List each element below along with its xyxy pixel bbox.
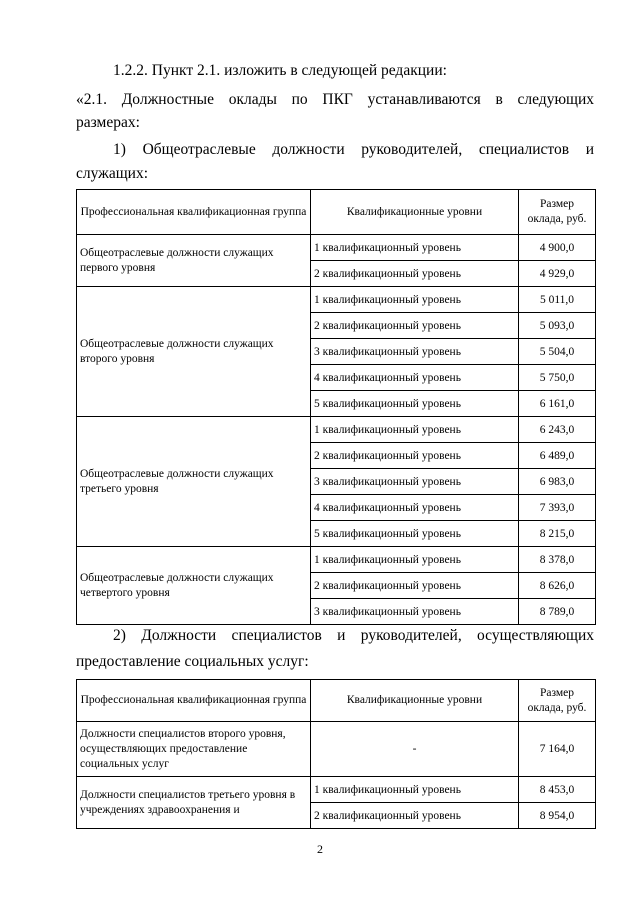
paragraph-item1-line2: служащих: xyxy=(76,165,149,182)
salary-cell: 5 504,0 xyxy=(519,339,596,365)
salary-cell: 8 954,0 xyxy=(519,803,596,829)
header-levels: Квалификационные уровни xyxy=(311,680,519,722)
group-name-cell: Общеотраслевые должности служащих третьего уровня xyxy=(77,417,311,547)
table-row xyxy=(77,287,596,313)
salary-cell: 8 378,0 xyxy=(519,547,596,573)
level-cell: - xyxy=(311,722,519,777)
salary-cell: 8 453,0 xyxy=(519,777,596,803)
level-cell: 1 квалификационный уровень xyxy=(311,777,519,803)
table-row xyxy=(77,235,596,261)
header-group: Профессиональная квалификационная группа xyxy=(77,680,311,722)
salary-cell: 4 929,0 xyxy=(519,261,596,287)
group-name-cell: Должности специалистов третьего уровня в учреждениях здравоохранения и xyxy=(77,777,311,829)
level-cell: 1 квалификационный уровень xyxy=(311,235,519,261)
header-levels: Квалификационные уровни xyxy=(311,190,519,235)
salary-cell: 7 164,0 xyxy=(519,722,596,777)
level-cell: 5 квалификационный уровень xyxy=(311,391,519,417)
salary-table-general xyxy=(76,189,596,625)
header-salary: Размер оклада, руб. xyxy=(519,190,596,235)
table-row xyxy=(77,417,596,443)
salary-table-social xyxy=(76,679,596,829)
group-name-cell: Общеотраслевые должности служащих первого уровня xyxy=(77,235,311,287)
salary-cell: 8 789,0 xyxy=(519,599,596,625)
level-cell: 1 квалификационный уровень xyxy=(311,547,519,573)
level-cell: 2 квалификационный уровень xyxy=(311,313,519,339)
salary-cell: 6 983,0 xyxy=(519,469,596,495)
table-row xyxy=(77,547,596,573)
salary-cell: 5 093,0 xyxy=(519,313,596,339)
level-cell: 5 квалификационный уровень xyxy=(311,521,519,547)
table-row xyxy=(77,722,596,777)
header-salary: Размер оклада, руб. xyxy=(519,680,596,722)
level-cell: 2 квалификационный уровень xyxy=(311,443,519,469)
salary-cell: 7 393,0 xyxy=(519,495,596,521)
level-cell: 1 квалификационный уровень xyxy=(311,287,519,313)
salary-cell: 6 161,0 xyxy=(519,391,596,417)
page-number: 2 xyxy=(317,842,323,856)
group-name-cell: Должности специалистов второго уровня, осуществляющих предоставление социальных услуг xyxy=(77,722,311,777)
header-group: Профессиональная квалификационная группа xyxy=(77,190,311,235)
level-cell: 1 квалификационный уровень xyxy=(311,417,519,443)
paragraph-2-1-line1: «2.1. Должностные оклады по ПКГ устанавливаются в следующих xyxy=(76,91,594,108)
table-header-row xyxy=(77,190,596,235)
salary-cell: 8 215,0 xyxy=(519,521,596,547)
table-header-row xyxy=(77,680,596,722)
salary-cell: 6 243,0 xyxy=(519,417,596,443)
level-cell: 4 квалификационный уровень xyxy=(311,495,519,521)
paragraph-item1-line1: 1) Общеотраслевые должности руководителей, специалистов и xyxy=(113,141,594,158)
paragraph-item2-line1: 2) Должности специалистов и руководителей, осуществляющих xyxy=(113,627,594,644)
group-name-cell: Общеотраслевые должности служащих второго уровня xyxy=(77,287,311,417)
salary-cell: 4 900,0 xyxy=(519,235,596,261)
salary-cell: 6 489,0 xyxy=(519,443,596,469)
paragraph-2-1-line2: размерах: xyxy=(76,114,140,131)
paragraph-amendment: 1.2.2. Пункт 2.1. изложить в следующей редакции: xyxy=(113,62,447,79)
level-cell: 3 квалификационный уровень xyxy=(311,339,519,365)
level-cell: 3 квалификационный уровень xyxy=(311,599,519,625)
level-cell: 2 квалификационный уровень xyxy=(311,261,519,287)
salary-cell: 5 750,0 xyxy=(519,365,596,391)
level-cell: 4 квалификационный уровень xyxy=(311,365,519,391)
paragraph-item2-line2: предоставление социальных услуг: xyxy=(76,653,309,670)
level-cell: 3 квалификационный уровень xyxy=(311,469,519,495)
salary-cell: 5 011,0 xyxy=(519,287,596,313)
group-name-cell: Общеотраслевые должности служащих четвертого уровня xyxy=(77,547,311,625)
level-cell: 2 квалификационный уровень xyxy=(311,573,519,599)
salary-cell: 8 626,0 xyxy=(519,573,596,599)
level-cell: 2 квалификационный уровень xyxy=(311,803,519,829)
table-row xyxy=(77,777,596,803)
